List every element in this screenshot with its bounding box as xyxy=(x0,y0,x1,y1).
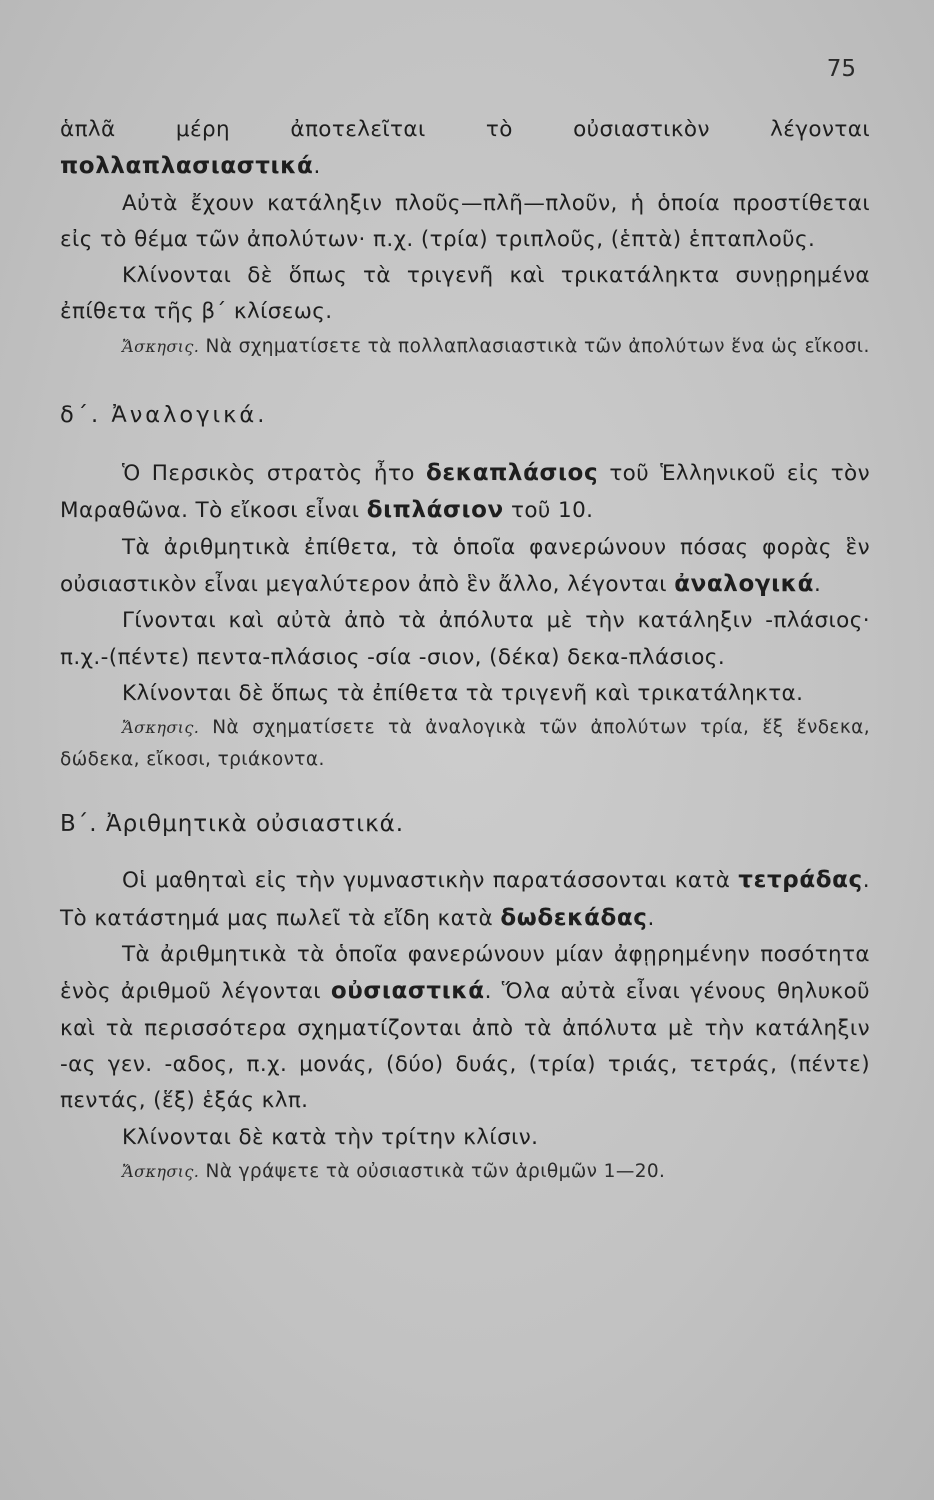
term-dodekadas: δωδεκάδας xyxy=(500,904,648,931)
section-heading-arithmetic-nouns: Β΄. Ἀριθμητικὰ οὐσιαστικά. xyxy=(60,811,405,838)
exercise-nouns: Ἄσκησις. Νὰ γράψετε τὰ οὐσιαστικὰ τῶν ἀριθμῶν 1—20. xyxy=(122,1160,666,1182)
exercise-analogika: Ἄσκησις. Νὰ σχηματίσετε τὰ ἀναλογικὰ τῶν ἀπολύτων τρία, ἕξ ἕνδεκα, δώδεκα, εἴκοσι, τριάκοντα. xyxy=(60,717,871,771)
term-dekaplasios: δεκαπλάσιος xyxy=(425,460,599,487)
term-tetradas: τετράδας xyxy=(738,867,863,894)
page-number: 75 xyxy=(826,56,856,82)
paragraph-multiplicatives-declension: Κλίνονται δὲ ὅπως τὰ τριγενῆ καὶ τρικατάληκτα συνῃρημένα ἐπίθετα τῆς β΄ κλίσεως. xyxy=(60,263,870,325)
paragraph-nouns-example: Οἱ μαθηταὶ εἰς τὴν γυμναστικὴν παρατάσσονται κατὰ τετράδας. Τὸ κατάστημά μας πωλεῖ τὰ εἴδη κατὰ δωδεκάδας. xyxy=(60,867,870,931)
term-ousiastika: οὐσιαστικά xyxy=(330,978,485,1005)
paragraph-nouns-definition: Τὰ ἀριθμητικὰ τὰ ὁποῖα φανερώνουν μίαν ἀφῃρημένην ποσότητα ἑνὸς ἀριθμοῦ λέγονται οὐσιαστικά. Ὅλα αὐτὰ εἶναι γένους θηλυκοῦ καὶ τὰ περισσότερα σχηματίζονται ἀπὸ τὰ ἀπόλυτα μὲ τὴν κατάληξιν -ας γεν. -αδος, π.χ. μονάς, (δύο) δυάς, (τρία) τριάς, τετράς, (πέντε) πεντάς, (ἕξ) ἑξάς κλπ. xyxy=(60,942,870,1114)
exercise-label: Ἄσκησις. xyxy=(122,718,200,738)
paragraph-analogika-declension: Κλίνονται δὲ ὅπως τὰ ἐπίθετα τὰ τριγενῆ καὶ τρικατάληκτα. xyxy=(122,680,804,706)
paragraph-multiplicatives-intro: ἁπλᾶ μέρη ἀποτελεῖται τὸ οὐσιαστικὸν λέγονται πολλαπλασιαστικά. xyxy=(60,117,870,180)
paragraph-nouns-declension: Κλίνονται δὲ κατὰ τὴν τρίτην κλίσιν. xyxy=(122,1124,539,1150)
exercise-label: Ἄσκησις. xyxy=(122,1161,200,1181)
term-multiplicatives: πολλαπλασιαστικά xyxy=(60,153,314,180)
paragraph-multiplicatives-endings: Αὐτὰ ἔχουν κατάληξιν πλοῦς—πλῆ—πλοῦν, ἡ ὁποία προστίθεται εἰς τὸ θέμα τῶν ἀπολύτων· π.χ. (τρία) τριπλοῦς, (ἑπτὰ) ἑπταπλοῦς. xyxy=(60,190,870,252)
paragraph-analogika-definition: Τὰ ἀριθμητικὰ ἐπίθετα, τὰ ὁποῖα φανερώνουν πόσας φορὰς ἓν οὐσιαστικὸν εἶναι μεγαλύτερον ἀπὸ ἓν ἄλλο, λέγονται ἀναλογικά. xyxy=(60,534,870,597)
exercise-multiplicatives: Ἄσκησις. Νὰ σχηματίσετε τὰ πολλαπλασιαστικὰ τῶν ἀπολύτων ἕνα ὡς εἴκοσι. xyxy=(122,335,870,357)
term-diplasion: διπλάσιον xyxy=(366,497,504,524)
term-analogika: ἀναλογικά xyxy=(674,570,815,597)
paragraph-analogika-example: Ὁ Περσικὸς στρατὸς ἦτο δεκαπλάσιος τοῦ Ἑλληνικοῦ εἰς τὸν Μαραθῶνα. Τὸ εἴκοσι εἶναι διπλάσιον τοῦ 10. xyxy=(60,460,870,524)
exercise-label: Ἄσκησις. xyxy=(122,336,200,356)
paragraph-analogika-endings: Γίνονται καὶ αὐτὰ ἀπὸ τὰ ἀπόλυτα μὲ τὴν κατάληξιν -πλάσιος· π.χ.-(πέντε) πεντα-πλάσιος -σία -σιον, (δέκα) δεκα-πλάσιος. xyxy=(60,608,870,670)
section-heading-analogika: δ΄. Ἀναλογικά. xyxy=(60,401,268,428)
page-body xyxy=(60,112,870,1188)
